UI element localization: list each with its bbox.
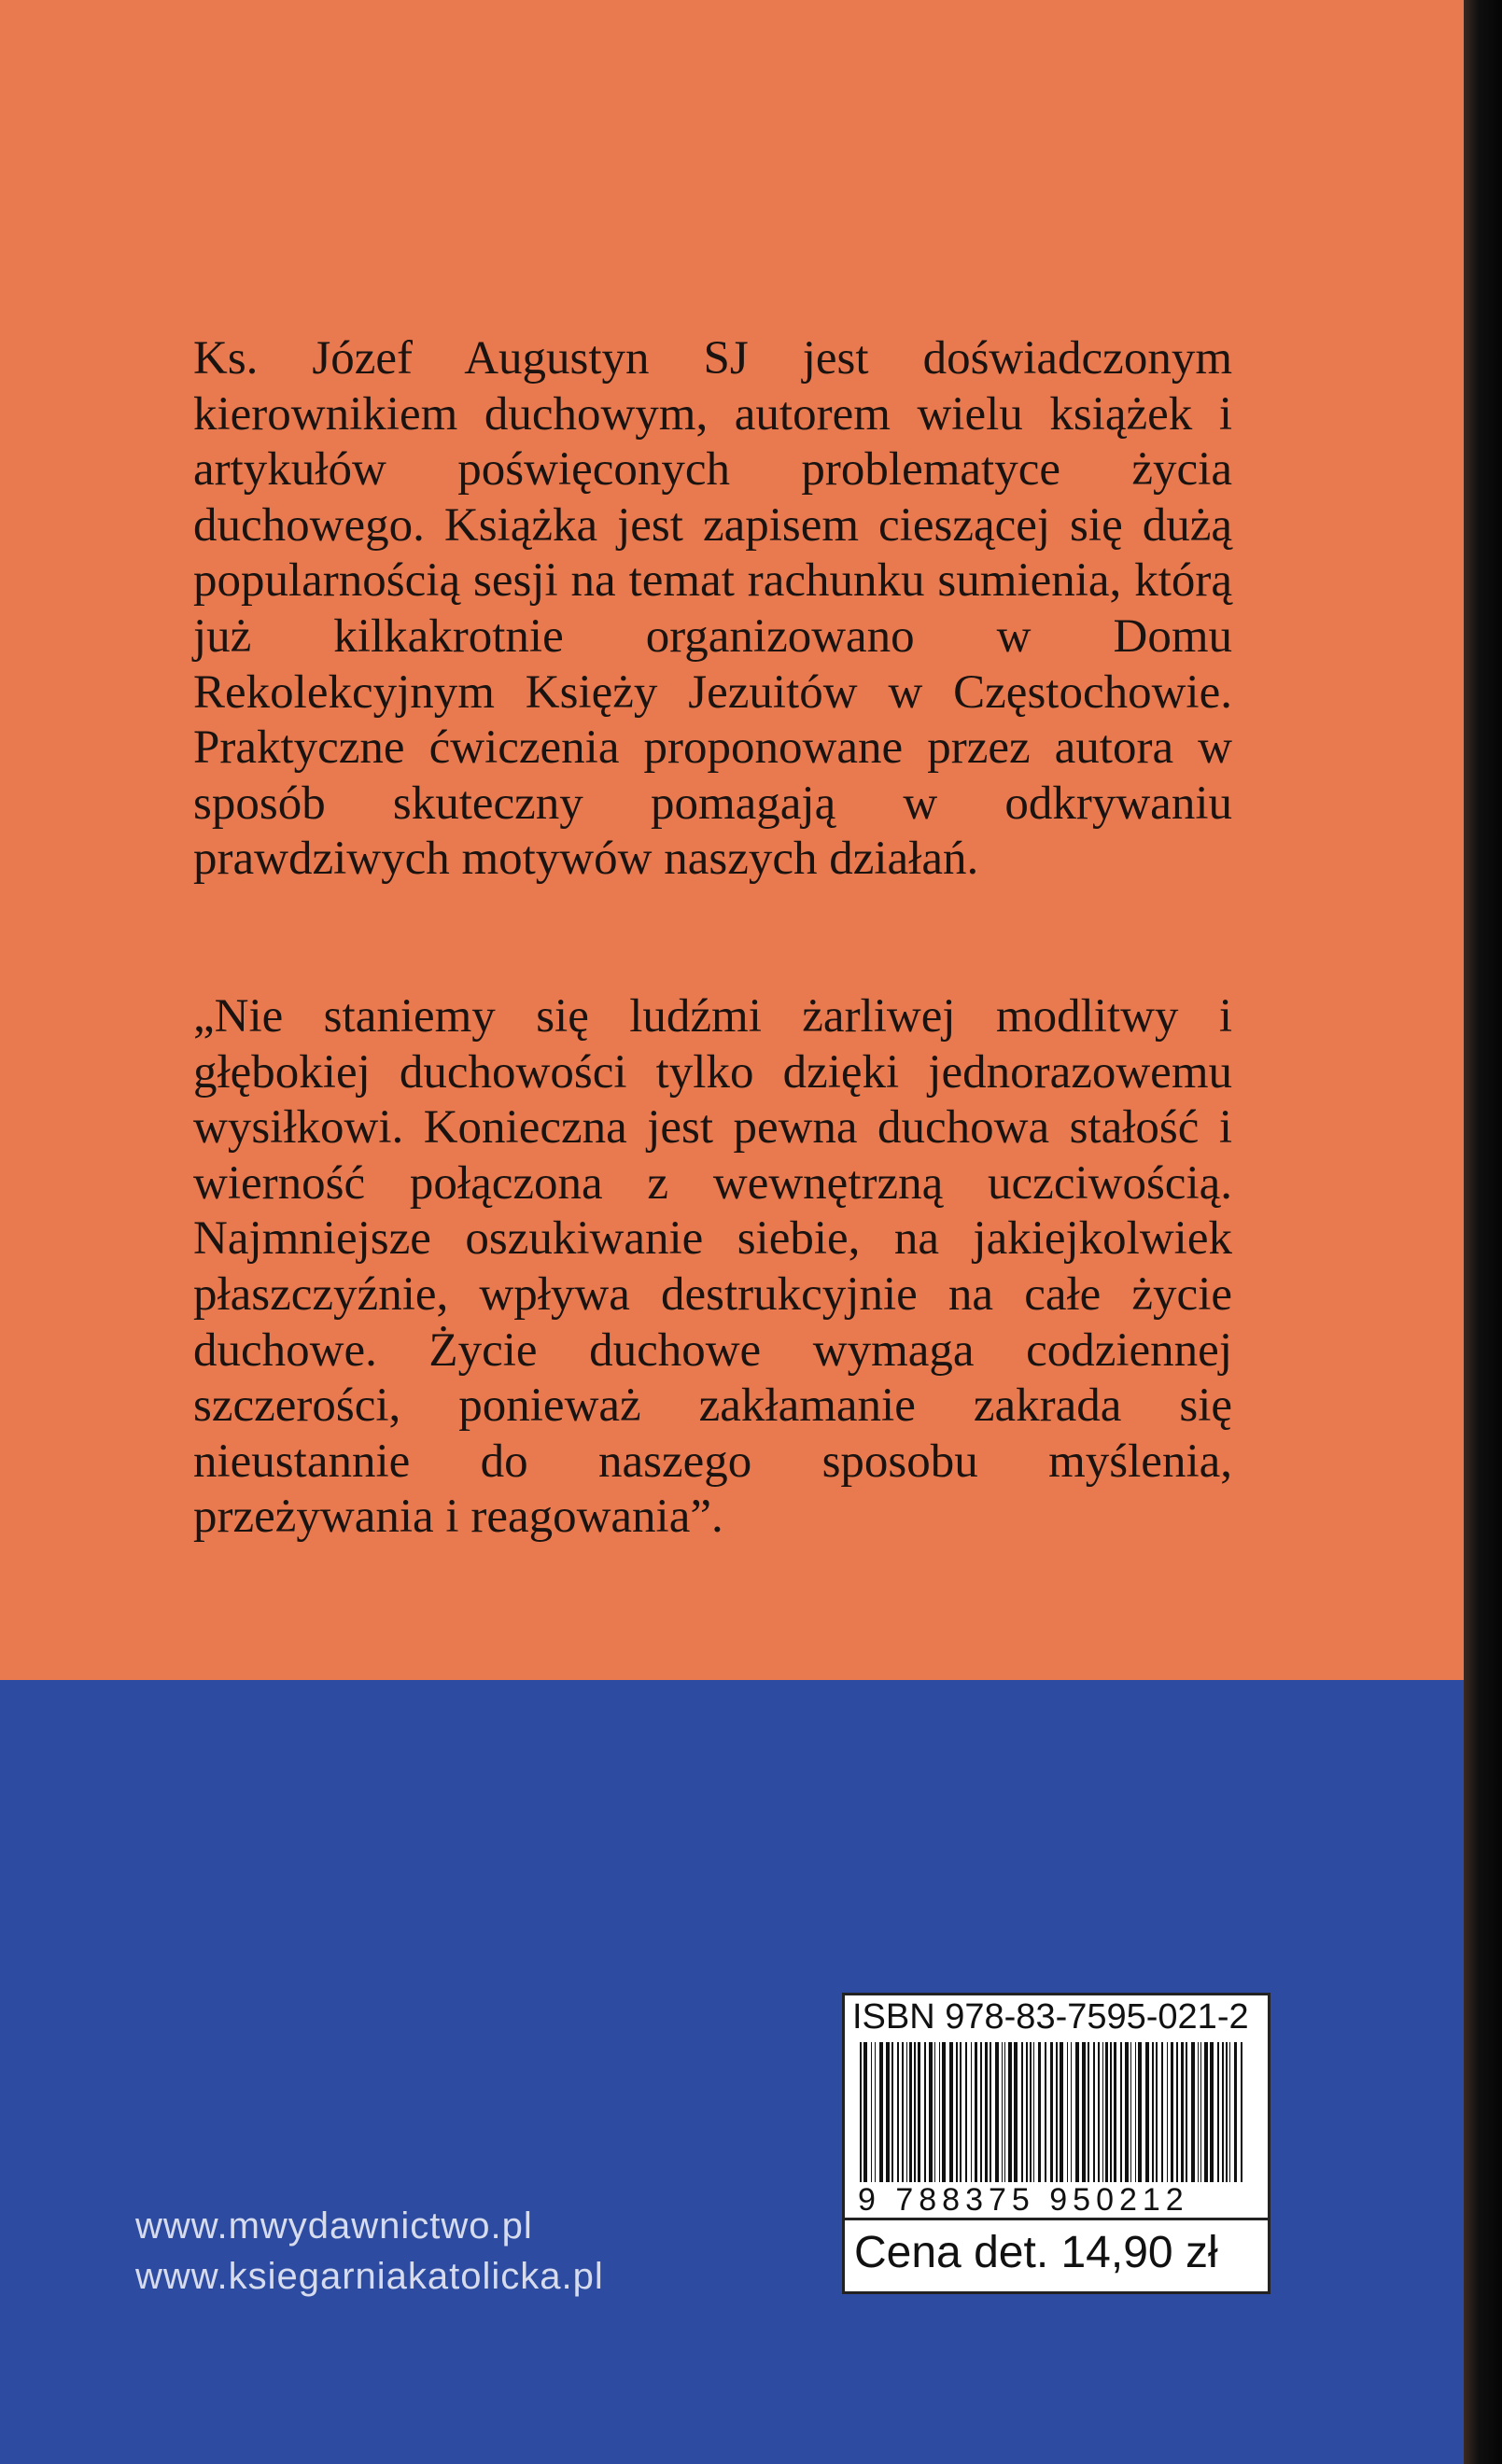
cover-edge-shadow xyxy=(1464,0,1502,2464)
publisher-url: www.mwydawnictwo.pl xyxy=(135,2205,533,2247)
bookstore-url: www.ksiegarniakatolicka.pl xyxy=(135,2256,604,2297)
retail-price: Cena det. 14,90 zł xyxy=(854,2228,1218,2277)
isbn-barcode-box xyxy=(842,1993,1270,2294)
barcode-digits: 9 788375 950212 xyxy=(858,2182,1252,2219)
publisher-urls xyxy=(135,2201,604,2302)
book-quote: „Nie staniemy się ludźmi żarliwej modlitwy i głębokiej duchowości tylko dzięki jednorazowemu wysiłkowi. Konieczna jest pewna duchowa stałość i wierność połączona z wewnętrzną uczciwością. Najmniejsze oszukiwanie siebie, na jakiejkolwiek płaszczyźnie, wpływa destrukcyjnie na całe życie duchowe. Życie duchowe wymaga codziennej szczerości, ponieważ zakłamanie zakrada się nieustannie do naszego sposobu myślenia, przeżywania i reagowania”. xyxy=(193,990,1232,1544)
isbn-label: ISBN 978-83-7595-021-2 xyxy=(852,1997,1249,2037)
price-divider xyxy=(845,2218,1268,2220)
author-bio: Ks. Józef Augustyn SJ jest doświadczonym kierownikiem duchowym, autorem wielu książek i artykułów poświęconych problematyce życia duchowego. Książka jest zapisem cieszącej się dużą popularnością sesji na temat rachunku sumienia, którą już kilkakrotnie organizowano w Domu Rekolekcyjnym Księży Jezuitów w Częstochowie. Praktyczne ćwiczenia proponowane przez autora w sposób skuteczny pomagają w odkrywaniu prawdziwych motywów naszych działań. xyxy=(193,332,1232,886)
